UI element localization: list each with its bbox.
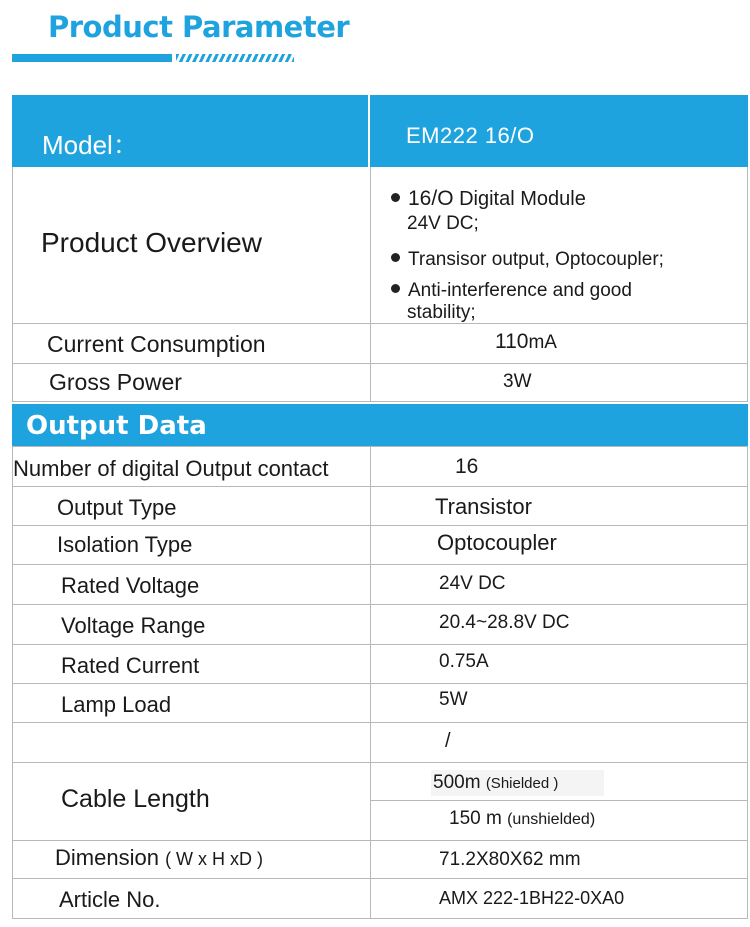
row-value-cell <box>371 605 747 644</box>
table-row <box>13 645 747 684</box>
row-value-cell <box>371 645 747 683</box>
row-value: Transistor <box>435 494 532 519</box>
row-label-cell <box>13 723 371 762</box>
row-value: 0.75A <box>439 651 489 672</box>
cable-shielded: 500m (Shielded ) <box>431 770 604 796</box>
table-row <box>13 684 747 723</box>
table-row <box>13 526 747 565</box>
table-row <box>13 605 747 645</box>
overview-bullet-1-line2: 24V DC; <box>407 213 479 234</box>
table-row <box>13 487 747 526</box>
row-value-cell <box>371 447 747 486</box>
row-value: 16 <box>455 455 479 478</box>
cable-shielded-cell <box>371 763 747 801</box>
model-label-cell <box>12 95 370 167</box>
cable-row <box>13 763 747 841</box>
overview-bullet-3: Anti-interference and good <box>391 280 632 302</box>
gross-power-label: Gross Power <box>49 369 182 395</box>
row-label-cell <box>13 487 371 525</box>
dimension-value: 71.2X80X62 mm <box>439 849 581 870</box>
row-value-cell <box>371 684 747 722</box>
dimension-label: Dimension ( W x H xD ) <box>55 845 264 870</box>
output-section-title: Output Data <box>26 411 207 441</box>
row-value: Optocoupler <box>437 530 557 555</box>
model-value: EM222 16/O <box>406 123 535 148</box>
row-label: Number of digital Output contact <box>13 456 329 481</box>
row-value-cell <box>371 487 747 525</box>
table-row <box>13 447 747 487</box>
model-row <box>12 95 748 167</box>
row-value-cell <box>371 565 747 604</box>
row-label-cell <box>13 645 371 683</box>
consumption-row <box>13 324 747 364</box>
gross-power-label-cell <box>13 364 371 401</box>
model-value-cell <box>370 95 748 167</box>
row-label-cell <box>13 684 371 722</box>
dimension-value-cell <box>371 841 747 878</box>
output-table <box>12 446 748 919</box>
row-value: 20.4~28.8V DC <box>439 612 570 633</box>
row-value: 5W <box>439 689 468 710</box>
product-table <box>12 167 748 402</box>
bullet-icon <box>391 193 400 202</box>
cable-unshielded: 150 m (unshielded) <box>449 808 596 829</box>
gross-power-row <box>13 364 747 402</box>
cable-value-cell <box>371 763 747 840</box>
consumption-label-cell <box>13 324 371 363</box>
row-value-cell <box>371 723 747 762</box>
row-label-cell <box>13 605 371 644</box>
consumption-value: 110mA <box>495 330 557 353</box>
overview-label: Product Overview <box>41 227 262 258</box>
row-label: Lamp Load <box>61 692 172 717</box>
row-label: Rated Voltage <box>61 573 200 598</box>
article-value-cell <box>371 879 747 918</box>
row-label: Output Type <box>57 495 177 520</box>
row-value: 24V DC <box>439 573 506 594</box>
overview-bullet-3-line2: stability; <box>407 302 476 323</box>
row-label-cell <box>13 526 371 564</box>
overview-bullet-1: 16/O Digital Module <box>391 187 586 211</box>
page-title: Product Parameter <box>48 10 350 44</box>
dimension-row <box>13 841 747 879</box>
title-underline <box>12 54 172 62</box>
table-row <box>13 723 747 763</box>
output-section-header <box>12 404 748 446</box>
table-row <box>13 565 747 605</box>
article-row <box>13 879 747 919</box>
row-label-cell <box>13 447 371 486</box>
overview-label-cell <box>13 167 371 323</box>
article-label-cell <box>13 879 371 918</box>
gross-power-value: 3W <box>503 371 532 392</box>
row-value-cell <box>371 526 747 564</box>
article-label: Article No. <box>59 887 161 912</box>
dimension-label-cell <box>13 841 371 878</box>
cable-label-cell <box>13 763 371 840</box>
row-label: Isolation Type <box>57 532 193 557</box>
overview-value-cell <box>371 167 747 323</box>
cable-label: Cable Length <box>61 785 210 813</box>
header <box>0 0 750 90</box>
row-label-cell <box>13 565 371 604</box>
row-value: / <box>445 730 451 752</box>
overview-bullet-2: Transisor output, Optocoupler; <box>391 249 664 271</box>
bullet-icon <box>391 284 400 293</box>
consumption-label: Current Consumption <box>47 331 266 357</box>
gross-power-value-cell <box>371 364 747 401</box>
title-stripes <box>176 54 294 62</box>
row-label: Rated Current <box>61 653 200 678</box>
article-value: AMX 222-1BH22-0XA0 <box>439 888 625 908</box>
row-label: Voltage Range <box>61 613 206 638</box>
model-label: Model： <box>42 130 139 160</box>
consumption-value-cell <box>371 324 747 363</box>
bullet-icon <box>391 253 400 262</box>
overview-row <box>13 167 747 324</box>
